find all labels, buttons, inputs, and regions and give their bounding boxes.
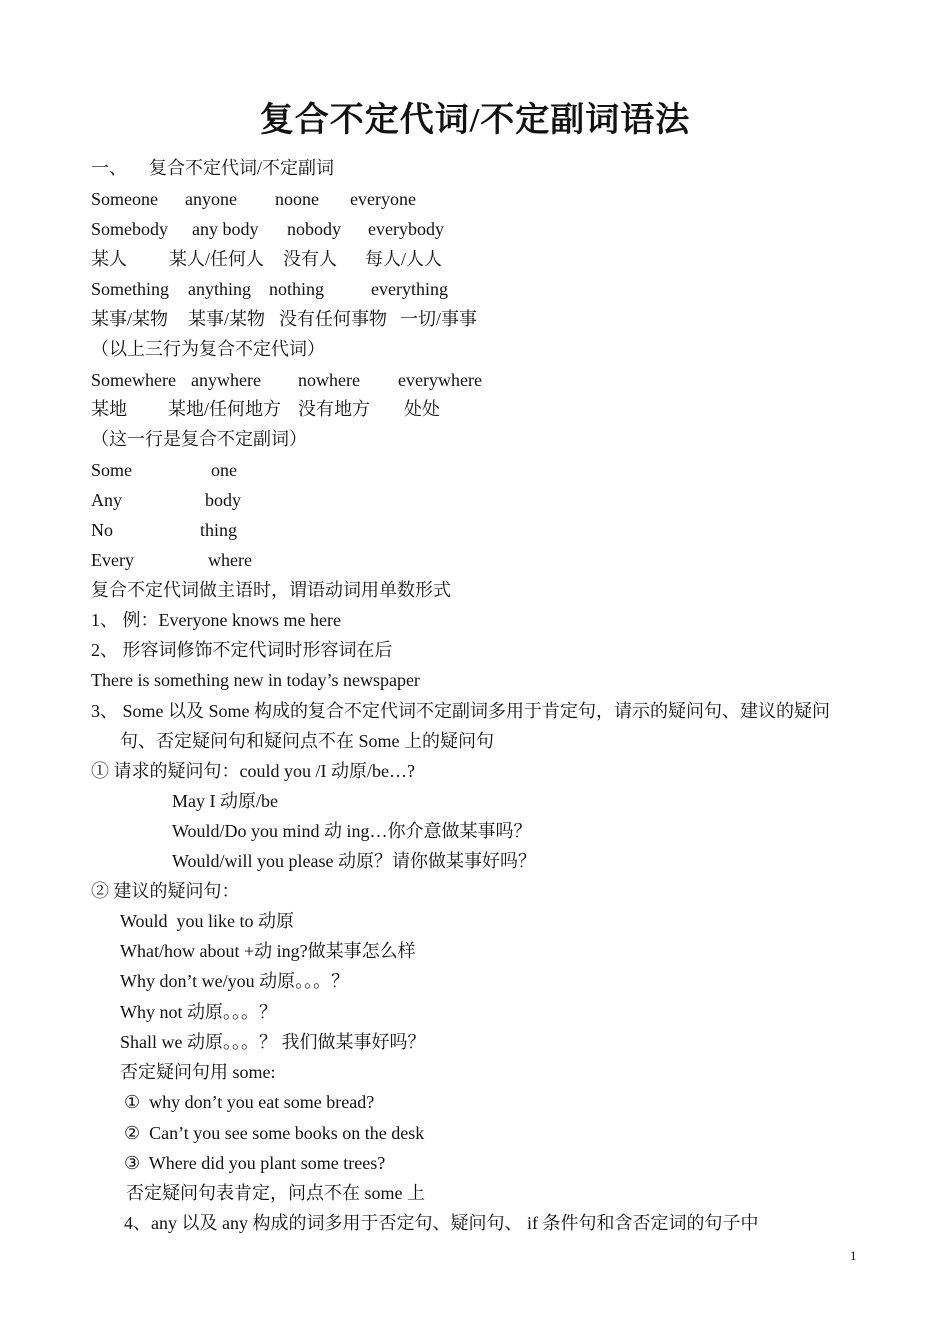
word-any: 某人/任何人 bbox=[169, 249, 265, 269]
list-item: Why not 动原。。。？ bbox=[120, 1002, 277, 1022]
rule-text: 复合不定代词做主语时，谓语动词用单数形式 bbox=[91, 580, 451, 600]
page-number: 1 bbox=[850, 1248, 857, 1263]
list-item: What/how about +动 ing?做某事怎么样 bbox=[120, 941, 416, 961]
list-item: Would/will you please 动原？请你做某事好吗？ bbox=[172, 851, 537, 871]
word-every: 每人/人人 bbox=[365, 249, 443, 269]
word-some: Something bbox=[91, 279, 170, 299]
point-2: 2、 形容词修饰不定代词时形容词在后 bbox=[91, 640, 393, 660]
list-item: ① why don’t you eat some bread? bbox=[124, 1092, 375, 1112]
word-any: anywhere bbox=[191, 370, 261, 390]
word-every: 一切/事事 bbox=[400, 309, 478, 329]
word-any: 某地/任何地方 bbox=[168, 399, 282, 419]
word-any: 某事/某物 bbox=[188, 309, 266, 329]
list-item: Shall we 动原。。。？ 我们做某事好吗？ bbox=[120, 1032, 426, 1052]
suggest-heading: ② 建议的疑问句： bbox=[91, 881, 240, 901]
word-some: Somewhere bbox=[91, 370, 176, 390]
word-every: everybody bbox=[368, 219, 444, 239]
word-some: 某人 bbox=[91, 249, 127, 269]
word-every: everywhere bbox=[398, 370, 482, 390]
note-text: （这一行是复合不定副词） bbox=[91, 429, 307, 449]
word-any: anyone bbox=[185, 189, 237, 209]
word-no: nothing bbox=[269, 279, 325, 299]
combo-suffix: thing bbox=[200, 520, 238, 540]
example-sentence: There is something new in today’s newspaper bbox=[91, 670, 420, 690]
point-3-continued: 句、否定疑问句和疑问点不在 Some 上的疑问句 bbox=[120, 731, 494, 751]
note-text: 否定疑问句表肯定，问点不在 some 上 bbox=[126, 1183, 425, 1203]
word-no: 没有人 bbox=[283, 249, 337, 269]
section-title: 复合不定代词/不定副词 bbox=[149, 158, 334, 178]
point-4: 4、any 以及 any 构成的词多用于否定句、疑问句、 if 条件句和含否定词的句子中 bbox=[124, 1213, 759, 1233]
combo-prefix: Some bbox=[91, 460, 133, 480]
list-item: Would you like to 动原 bbox=[120, 911, 295, 931]
word-every: everyone bbox=[350, 189, 416, 209]
combo-prefix: Every bbox=[91, 550, 134, 570]
note-text: （以上三行为复合不定代词） bbox=[91, 339, 325, 359]
combo-suffix: one bbox=[211, 460, 237, 480]
page-title: 复合不定代词/不定副词语法 bbox=[259, 102, 691, 139]
word-no: noone bbox=[275, 189, 319, 209]
combo-suffix: body bbox=[205, 490, 241, 510]
list-item: ③ Where did you plant some trees? bbox=[124, 1153, 386, 1173]
word-some: 某事/某物 bbox=[91, 309, 169, 329]
word-every: 处处 bbox=[404, 399, 440, 419]
word-some: Someone bbox=[91, 189, 158, 209]
combo-prefix: Any bbox=[91, 490, 122, 510]
word-any: any body bbox=[192, 219, 259, 239]
word-every: everything bbox=[371, 279, 448, 299]
section-number: 一、 bbox=[91, 158, 127, 178]
combo-prefix: No bbox=[91, 520, 113, 540]
list-item: ② Can’t you see some books on the desk bbox=[124, 1123, 425, 1143]
word-some: Somebody bbox=[91, 219, 169, 239]
point-3: 3、 Some 以及 Some 构成的复合不定代词不定副词多用于肯定句，请示的疑问句、建议的疑问 bbox=[91, 701, 830, 721]
request-heading: ① 请求的疑问句：could you /I 动原/be…? bbox=[91, 761, 415, 781]
list-item: 否定疑问句用 some: bbox=[120, 1062, 276, 1082]
word-any: anything bbox=[188, 279, 251, 299]
word-no: 没有地方 bbox=[298, 399, 370, 419]
list-item: Why don’t we/you 动原。。。？ bbox=[120, 971, 350, 991]
word-no: 没有任何事物 bbox=[279, 309, 387, 329]
word-no: nobody bbox=[287, 219, 341, 239]
list-item: May I 动原/be bbox=[172, 791, 278, 811]
point-1: 1、 例：Everyone knows me here bbox=[91, 610, 341, 630]
word-some: 某地 bbox=[91, 399, 127, 419]
combo-suffix: where bbox=[208, 550, 252, 570]
word-no: nowhere bbox=[298, 370, 360, 390]
list-item: Would/Do you mind 动 ing…你介意做某事吗？ bbox=[172, 821, 532, 841]
